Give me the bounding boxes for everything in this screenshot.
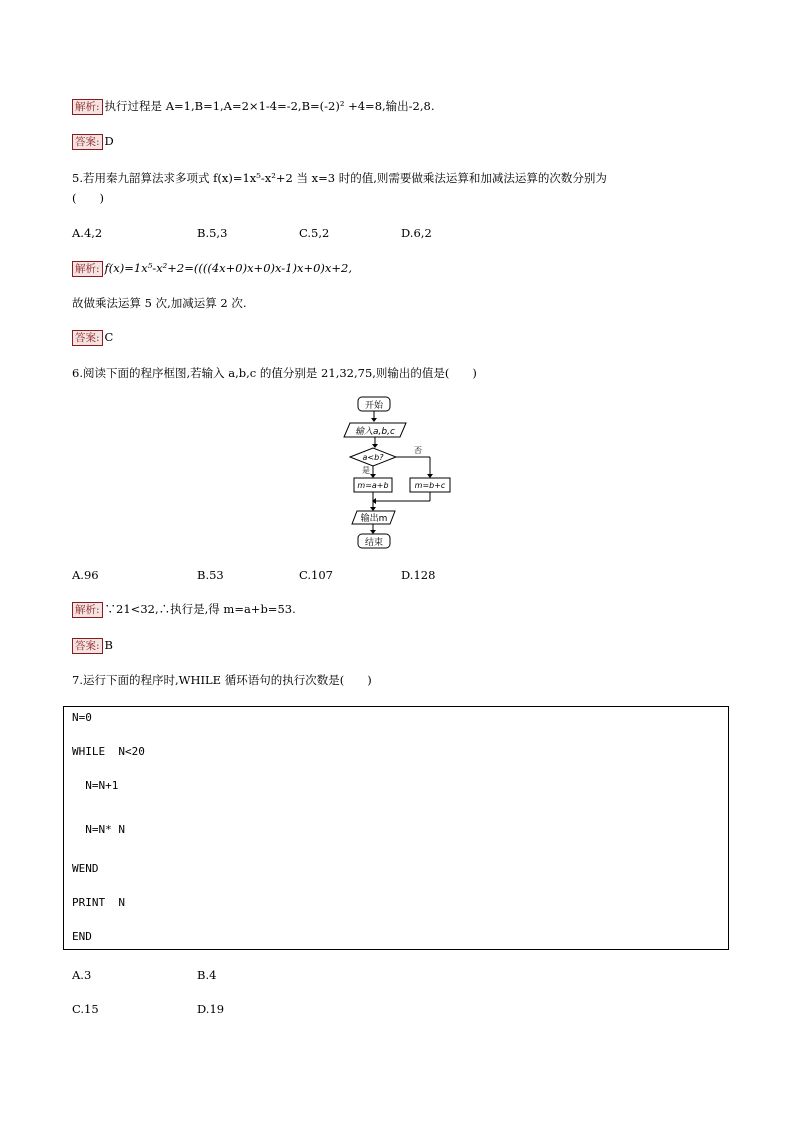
q5-option-a: A.4,2	[72, 226, 103, 240]
analysis-text: f(x)=1x⁵-x²+2=((((4x+0)x+0)x-1)x+0)x+2,	[104, 261, 352, 275]
q7-option-b: B.4	[197, 968, 217, 982]
flow-no-label: 否	[414, 446, 422, 455]
analysis-tag: 解析:	[72, 261, 103, 277]
code-box	[63, 706, 729, 950]
q7-option-c: C.15	[72, 1002, 99, 1016]
q6-option-d: D.128	[401, 568, 436, 582]
flow-yes-label: 是	[362, 466, 370, 475]
flowchart	[340, 393, 460, 553]
code-line: WEND	[72, 862, 99, 875]
answer-text: B	[104, 638, 113, 652]
flow-right-label: m=b+c	[414, 481, 446, 490]
analysis-text: 执行过程是 A=1,B=1,A=2×1-4=-2,B=(-2)² +4=8,输出-2,8.	[104, 99, 435, 113]
answer-tag: 答案:	[72, 330, 103, 346]
q5-stem-line2: ( )	[72, 191, 104, 205]
flow-output-label: 输出m	[360, 514, 388, 524]
answer-text: D	[104, 134, 114, 148]
q5-option-b: B.5,3	[197, 226, 228, 240]
q4-answer	[72, 133, 114, 150]
flow-decision-label: a<b?	[362, 453, 384, 462]
code-line: N=0	[72, 711, 92, 724]
code-line: N=N+1	[72, 779, 119, 792]
q5-analysis-2: 故做乘法运算 5 次,加减运算 2 次.	[72, 296, 247, 310]
flow-start-label: 开始	[364, 401, 384, 411]
q5-stem-line1: 5.若用秦九韶算法求多项式 f(x)=1x⁵-x²+2 当 x=3 时的值,则需要做乘法运算和加减法运算的次数分别为	[72, 171, 607, 185]
analysis-text: ∵21<32,∴执行是,得 m=a+b=53.	[104, 602, 296, 616]
q4-analysis	[72, 98, 435, 115]
q6-answer	[72, 637, 113, 654]
code-line: N=N* N	[72, 823, 125, 836]
q6-stem: 6.阅读下面的程序框图,若输入 a,b,c 的值分别是 21,32,75,则输出的值是( )	[72, 366, 477, 380]
q6-option-a: A.96	[72, 568, 99, 582]
q5-answer	[72, 329, 113, 346]
q7-stem: 7.运行下面的程序时,WHILE 循环语句的执行次数是( )	[72, 673, 372, 687]
answer-tag: 答案:	[72, 134, 103, 150]
q5-option-c: C.5,2	[299, 226, 330, 240]
flow-input-label: 输入a,b,c	[355, 427, 395, 437]
q6-analysis	[72, 601, 296, 618]
q5-analysis	[72, 260, 352, 277]
q6-option-c: C.107	[299, 568, 333, 582]
code-line: WHILE N<20	[72, 745, 145, 758]
answer-text: C	[104, 330, 114, 344]
answer-tag: 答案:	[72, 638, 103, 654]
q5-option-d: D.6,2	[401, 226, 432, 240]
analysis-tag: 解析:	[72, 602, 103, 618]
code-line: END	[72, 930, 92, 943]
q7-option-d: D.19	[197, 1002, 225, 1016]
flow-end-label: 结束	[364, 538, 384, 548]
flow-left-label: m=a+b	[357, 481, 389, 490]
q7-option-a: A.3	[72, 968, 92, 982]
q6-option-b: B.53	[197, 568, 224, 582]
code-line: PRINT N	[72, 896, 125, 909]
analysis-tag: 解析:	[72, 99, 103, 115]
